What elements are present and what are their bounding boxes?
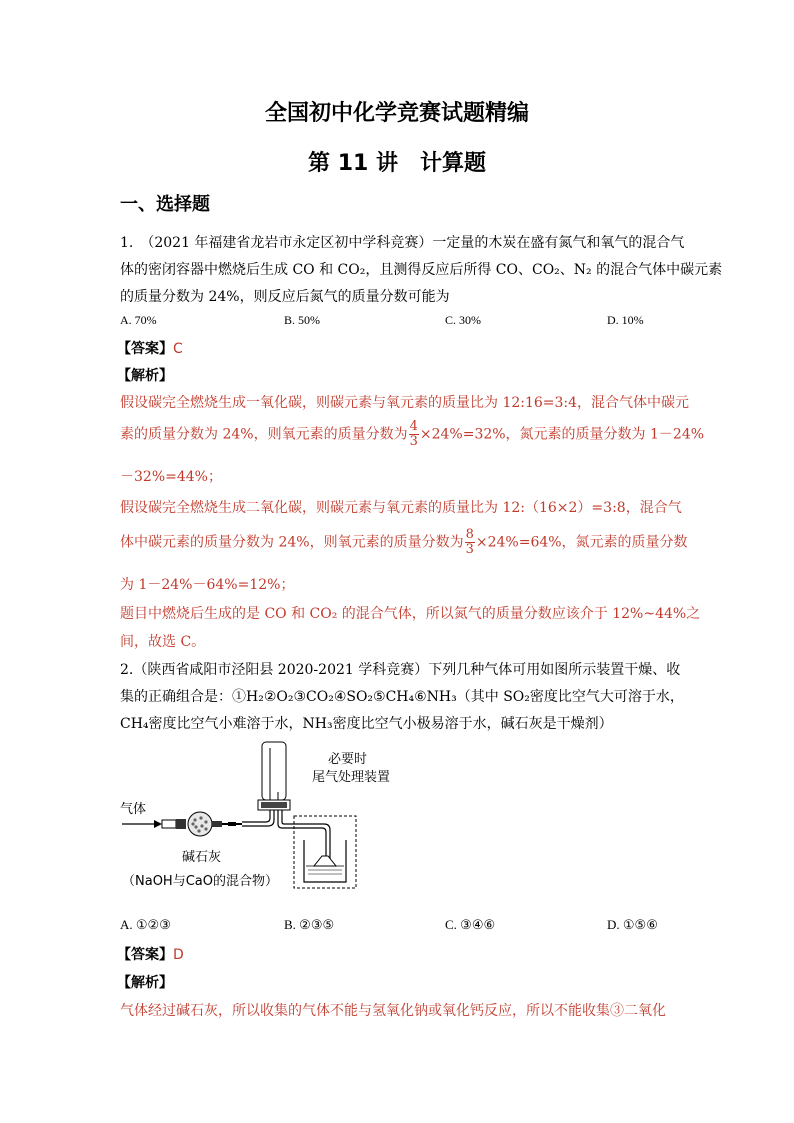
tube-clamp	[228, 822, 236, 826]
q2-option-b: B. ②③⑤	[284, 917, 335, 932]
tail-gas-note-line-2: 尾气处理装置	[312, 770, 391, 785]
q2-line-2: 集的正确组合是：①H₂②O₂③CO₂④SO₂⑤CH₄⑥NH₃（其中 SO₂密度比空气大可溶于水，	[120, 689, 684, 705]
fraction-numerator: 8	[465, 527, 474, 542]
q1-analysis-label: 【解析】	[117, 368, 173, 384]
q2-option-a: A. ①②③	[120, 917, 171, 932]
q2-line-1: 2.（陕西省咸阳市泾阳县 2020-2021 学科竞赛）下列几种气体可用如图所示装置干燥、收	[120, 662, 681, 678]
soda-lime-label: 碱石灰	[182, 850, 222, 865]
pipe-to-bottle	[242, 810, 270, 822]
inlet-connector	[162, 820, 176, 828]
text: 体中碳元素的质量分数为 24%，则氧元素的质量分数为	[120, 534, 464, 551]
q2-option-d: D. ①⑤⑥	[607, 917, 658, 932]
answer-label: 【答案】	[117, 947, 173, 963]
fraction-8-3	[465, 528, 475, 557]
q1-line-1: 1. （2021 年福建省龙岩市永定区初中学科竞赛）一定量的木炭在盛有氮气和氧气的混合气	[120, 235, 685, 251]
tail-gas-note-line-1: 必要时	[328, 752, 368, 767]
q1-analysis-line-1: 假设碳完全燃烧生成一氧化碳，则碳元素与氧元素的质量比为 12:16=3:4，混合气体中碳元	[120, 395, 690, 411]
document-title: 全国初中化学竞赛试题精编	[264, 101, 529, 126]
q1-option-b: B. 50%	[284, 313, 320, 327]
q1-line-2: 体的密闭容器中燃烧后生成 CO 和 CO₂，且测得反应后所得 CO、CO₂、N₂ 的混合气体中碳元素	[120, 262, 723, 278]
answer-label: 【答案】	[117, 341, 173, 357]
q1-analysis-line-6: 为 1－24%－64%=12%；	[120, 577, 295, 593]
q1-option-d: D. 10%	[607, 313, 644, 327]
q1-answer	[117, 338, 183, 358]
q2-answer	[117, 944, 184, 964]
q1-analysis-line-5	[120, 528, 688, 557]
q2-analysis-label: 【解析】	[117, 975, 173, 991]
inlet-arrow-head	[154, 820, 162, 828]
q1-analysis-line-4: 假设碳完全燃烧生成二氧化碳，则碳元素与氧元素的质量比为 12:（16×2）=3:8，混合气	[120, 500, 682, 516]
answer-value: D	[173, 947, 184, 963]
q2-option-c: C. ③④⑥	[445, 917, 496, 932]
q1-analysis-line-3: －32%=44%；	[120, 469, 222, 485]
inverted-funnel	[314, 856, 336, 866]
rubber-stopper-left	[176, 819, 186, 829]
fraction-4-3	[409, 420, 419, 449]
fraction-denominator: 3	[465, 542, 474, 557]
tail-gas-dashed-box	[294, 816, 356, 888]
fraction-denominator: 3	[409, 434, 418, 449]
answer-value: C	[173, 341, 183, 357]
q1-analysis-line-7: 题目中燃烧后生成的是 CO 和 CO₂ 的混合气体，所以氮气的质量分数应该介于 12%~44%之	[120, 606, 701, 622]
q1-analysis-line-2	[120, 420, 704, 449]
lecture-title: 第 11 讲 计算题	[308, 151, 486, 176]
fraction-numerator: 4	[409, 419, 418, 434]
q2-line-3: CH₄密度比空气小难溶于水，NH₃密度比空气小极易溶于水，碱石灰是干燥剂）	[120, 716, 613, 732]
soda-lime-note: （NaOH与CaO的混合物）	[122, 874, 278, 889]
text: 素的质量分数为 24%，则氧元素的质量分数为	[120, 426, 408, 443]
q2-analysis-line-1: 气体经过碱石灰，所以收集的气体不能与氢氧化钠或氧化钙反应，所以不能收集③二氧化	[120, 1003, 666, 1019]
text: ×24%=64%，氮元素的质量分数	[475, 534, 688, 551]
text: ×24%=32%，氮元素的质量分数为 1－24%	[419, 426, 705, 443]
q1-analysis-line-8: 间，故选 C。	[120, 634, 206, 650]
q1-option-a: A. 70%	[120, 313, 157, 327]
rubber-stopper-right	[212, 821, 222, 827]
q1-option-c: C. 30%	[445, 313, 481, 327]
gas-label: 气体	[120, 802, 147, 817]
outlet-pipe	[278, 810, 326, 864]
collecting-bottle	[262, 742, 286, 800]
q1-line-3: 的质量分数为 24%，则反应后氮气的质量分数可能为	[120, 289, 450, 305]
section-heading: 一、选择题	[120, 194, 210, 215]
